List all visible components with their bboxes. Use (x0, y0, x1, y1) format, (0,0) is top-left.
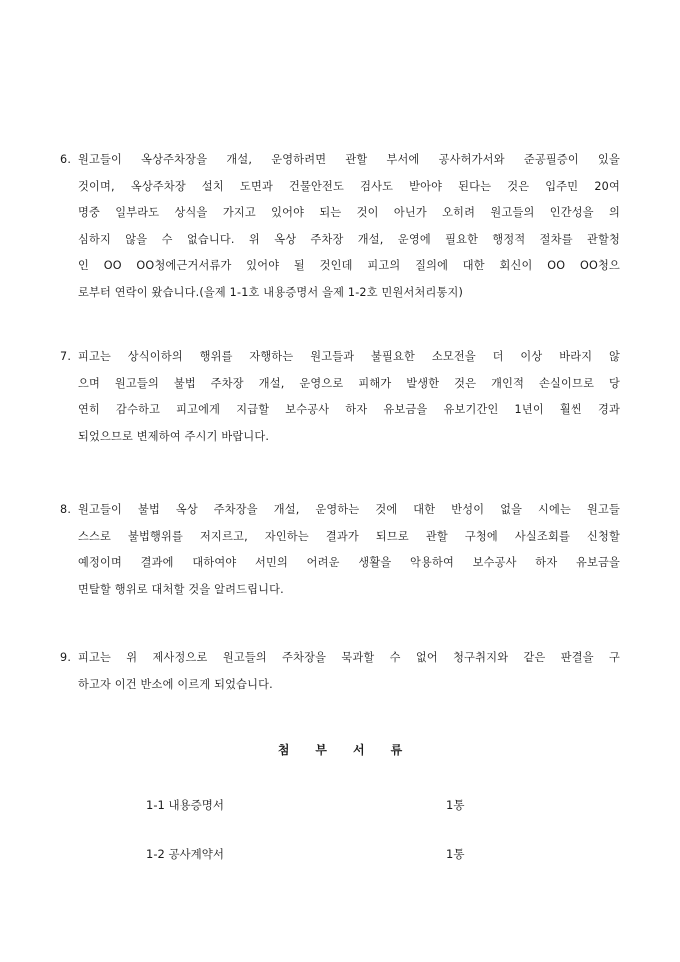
paragraph-line: 인 OO OO청에근거서류가 있어야 될 것인데 피고의 질의에 대한 회신이 OO OO청으 (78, 259, 620, 272)
paragraph-line: 로부터 연락이 왔습니다.(을제 1-1호 내용증명서 을제 1-2호 민원서처리통지) (78, 285, 464, 299)
paragraph-line: 피고는 상식이하의 행위를 자행하는 원고들과 불필요한 소모전을 더 이상 바라지 않 (78, 350, 620, 363)
paragraph-line: 피고는 위 제사정으로 원고들의 주차장을 묵과할 수 없어 청구취지와 같은 판결을 구 (78, 651, 620, 664)
paragraph-line: 원고들이 불법 옥상 주차장을 개설, 운영하는 것에 대한 반성이 없을 시에는 원고들 (78, 503, 620, 516)
paragraph-line: 되었으므로 변제하여 주시기 바랍니다. (78, 429, 270, 443)
paragraph-line: 예정이며 결과에 대하여야 서민의 어려운 생활을 악용하여 보수공사 하자 유보금을 (78, 556, 620, 569)
paragraph-line: 원고들이 옥상주차장을 개설, 운영하려면 관할 부서에 공사허가서와 준공필증이 있을 (78, 153, 620, 166)
paragraph-line: 면탈할 행위로 대처할 것을 알려드립니다. (78, 582, 284, 596)
paragraph-line: 명중 일부라도 상식을 가지고 있어야 되는 것이 아닌가 오히려 원고들의 인간성을 의 (78, 206, 620, 219)
attachment-name: 1-1 내용증명서 (146, 798, 224, 812)
attachment-count: 1통 (446, 847, 465, 861)
paragraph-6 (60, 147, 620, 306)
paragraph-number: 9. (60, 651, 72, 664)
paragraph-line: 하고자 이건 반소에 이르게 되었습니다. (78, 677, 273, 691)
attachment-name: 1-2 공사계약서 (146, 847, 224, 861)
paragraph-number: 7. (60, 350, 72, 363)
paragraph-9 (60, 645, 620, 698)
paragraph-8 (60, 497, 620, 603)
paragraph-line: 스스로 불법행위를 저지르고, 자인하는 결과가 되므로 관할 구청에 사실조회를 신청할 (78, 529, 620, 543)
paragraph-7 (60, 344, 620, 450)
attachment-count: 1통 (446, 798, 465, 812)
attachments-heading: 첨부서류 (277, 743, 429, 757)
paragraph-line: 연히 감수하고 피고에게 지급할 보수공사 하자 유보금을 유보기간인 1년이 훨씬 경과 (78, 403, 620, 416)
paragraph-line: 것이며, 옥상주차장 설치 도면과 건물안전도 검사도 받아야 된다는 것은 입주민 20여 (78, 179, 620, 193)
paragraph-line: 으며 원고들의 불법 주차장 개설, 운영으로 피해가 발생한 것은 개인적 손실이므로 당 (78, 376, 620, 390)
paragraph-number: 6. (60, 153, 72, 166)
paragraph-line: 심하지 않을 수 없습니다. 위 옥상 주차장 개설, 운영에 필요한 행정적 절차를 관할청 (78, 232, 620, 246)
paragraph-number: 8. (60, 503, 72, 516)
